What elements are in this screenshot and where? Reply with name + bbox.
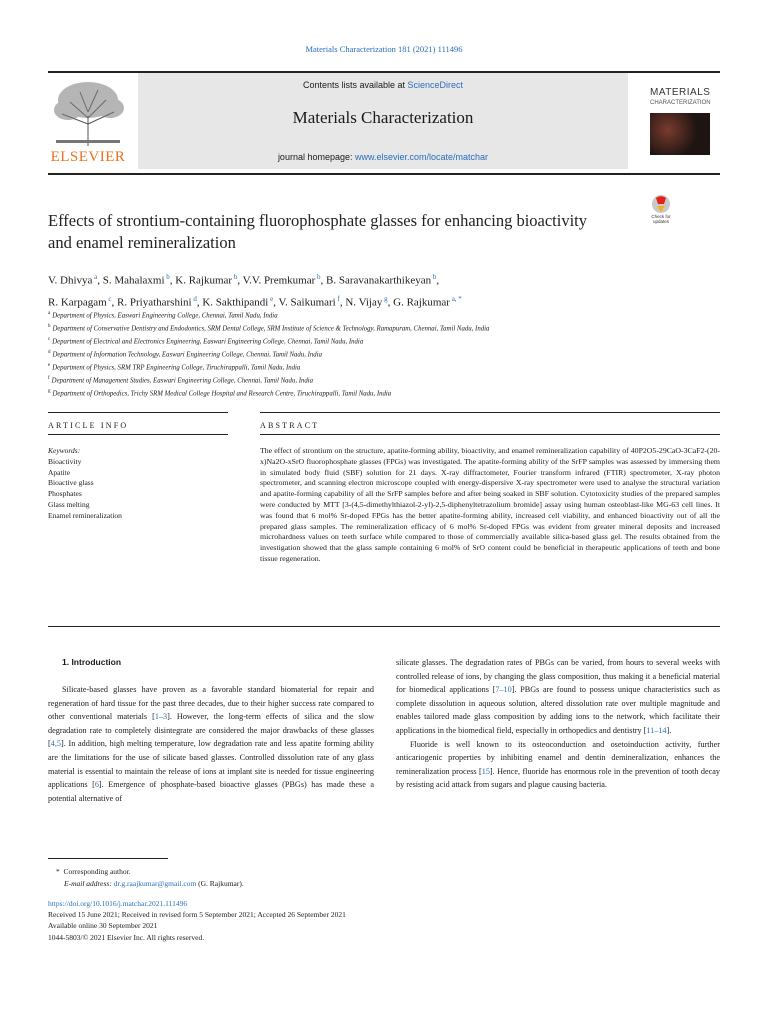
cover-image — [650, 113, 710, 155]
affiliation-item: $^d$ Department of Information Technology, Easwari Engineering College, Chennai, Tamil Nadu, India — [48, 350, 322, 359]
keywords-block — [48, 446, 228, 522]
authors-line-1: V. Dhivya $^a$, S. Mahalaxmi $^b$, K. Rajkumar $^b$, V.V. Premkumar $^b$, B. Saravanakarthikeyan $^b$, — [48, 273, 440, 287]
affiliation-marker[interactable]: a, * — [449, 294, 462, 303]
sciencedirect-link[interactable]: ScienceDirect — [407, 80, 464, 90]
keywords-list — [48, 457, 228, 522]
footnotes — [48, 866, 568, 890]
affiliation-marker[interactable]: b — [232, 273, 238, 281]
author-name[interactable]: K. Sakthipandi — [202, 296, 269, 309]
contents-prefix: Contents lists available at — [302, 80, 408, 90]
citation-link[interactable]: 4,5 — [50, 739, 61, 749]
affiliation-marker[interactable]: c — [106, 294, 112, 303]
affiliation-item: $^c$ Department of Electrical and Electronics Engineering, Easwari Engineering College, Chennai, Tamil Nadu, India — [48, 337, 364, 346]
keyword-item: Phosphates — [48, 489, 82, 499]
copyright-line: 1044-5803/© 2021 Elsevier Inc. All rights reserved. — [48, 932, 205, 942]
authors-line-2: R. Karpagam $^c$, R. Priyatharshini $^d$, K. Sakthipandi $^e$, V. Saikumari $^f$, N. Vijay $^g$, G. Rajkumar $^{a, *}$ — [48, 294, 462, 309]
section-heading-introduction: 1. Introduction — [62, 657, 122, 667]
keyword-item: Glass melting — [48, 499, 90, 509]
keyword-item: Enamel remineralization — [48, 510, 122, 520]
author-name[interactable]: V. Saikumari — [278, 296, 336, 309]
author-name[interactable]: V. Dhivya — [48, 274, 93, 287]
citation-link[interactable]: 11–14 — [646, 725, 667, 735]
abstract-heading: ABSTRACT — [260, 421, 320, 430]
abstract-rule — [260, 412, 720, 413]
author-name[interactable]: G. Rajkumar — [393, 296, 450, 309]
elsevier-logo — [48, 78, 128, 166]
author-name[interactable]: K. Rajkumar — [175, 274, 233, 287]
email-note: E-mail address: dr.g.raajkumar@gmail.com (G. Rajkumar). — [64, 879, 244, 888]
check-updates-icon — [646, 194, 676, 214]
citation-link[interactable]: 1–3 — [154, 712, 168, 722]
keyword-item: Apatite — [48, 467, 71, 477]
affiliation-marker[interactable]: g — [382, 294, 388, 303]
article-info-heading: ARTICLE INFO — [48, 421, 129, 430]
journal-homepage-link[interactable]: www.elsevier.com/locate/matchar — [355, 152, 489, 162]
affiliation-item: $^f$ Department of Management Studies, Easwari Engineering College, Chennai, Tamil Nadu, India — [48, 376, 314, 385]
check-for-updates-badge[interactable] — [646, 194, 676, 230]
citation-link[interactable]: 15 — [481, 766, 490, 776]
affiliation-marker[interactable]: b — [431, 273, 437, 281]
keywords-label: Keywords: — [48, 446, 81, 455]
affiliation-marker[interactable]: d — [191, 294, 197, 303]
article-info-rule — [48, 412, 228, 413]
intro-paragraph-1: Silicate-based glasses have proven as a favorable standard biomaterial for repair and regeneration of hard tissue for the past three decades, due to their higher success rate compared to other conventional materials [1–3]. However, the long-term effects of silica and the slow degradation rate to completely disintegrate are considered the major drawbacks of these glasses [4,5]. In addition, high melting temperature, low degradation rate and less apatite forming ability are the limitations for the use of silicate based glasses. Controlled dissolution rate of any glass material is essential to maintain the release of ions at implant site is needed for tissue engineering applications [6]. Emergence of phosphate-based bioactive glasses (PBGs) has made these a potential alternative of — [48, 685, 374, 803]
cover-subtitle: CHARACTERIZATION — [650, 100, 711, 106]
keyword-item: Bioactivity — [48, 456, 82, 466]
affiliation-marker[interactable]: a — [92, 273, 98, 281]
citation-link[interactable]: 7–10 — [495, 685, 512, 695]
author-email-link[interactable]: dr.g.raajkumar@gmail.com — [113, 879, 197, 888]
doi-link[interactable]: https://doi.org/10.1016/j.matchar.2021.111496 — [48, 899, 188, 908]
abstract-text: The effect of strontium on the structure, apatite-forming ability, bioactivity, and enamel remineralization capability of 40P2O5-29CaO-3CaF2-(20-x)Na2O-xSrO fluorophosphate glasses (FPGs) was investigated. The apatite-forming ability of the SrFP samples was assessed by immersing them in simulated body fluid (SBF) solution for 21 days. X-ray diffractometer, Fourier transform infrared (FTIR) spectrometer, X-ray photon spectrometer, and scanning electron microscope coupled with energy-dispersive X-ray spectrometer were used to analyse the structural variation and apatite-forming capability of all the SrFP samples before and after being soaked in SBF solution. Cytotoxicity studies of the prepared samples were conducted by MTT [3-(4,5-dimethylthiazol-2-yl)-2,5-diphenyltetrazolium bromide] assay using human osteoblast-like MG-63 cell lines. It was found that 6 mol% Sr-doped FPGs has the better apatite-forming ability, increased cell viability, and enhanced bioactivity out of all the prepared glass samples. The remineralization efficacy of 6 mol% Sr-doped FPGs was evident from greater mineral deposits and increased microhardness values on teeth surface while compared to those of commercially available silica-based glass gel. The results obtained from the investigation showed that the glass sample containing 6 mol% of SrO content could be beneficial in therapeutic applications of teeth and bone tissue regeneration. — [260, 446, 720, 563]
affiliation-item: $^b$ Department of Conservative Dentistry and Endodontics, SRM Dental College, SRM Institute of Science & Technology, Ramapuram, Chennai, Tamil Nadu, India — [48, 324, 490, 333]
elsevier-tree-icon — [48, 78, 128, 148]
affiliation-marker[interactable]: f — [335, 294, 340, 303]
homepage-prefix: journal homepage: — [277, 152, 355, 162]
body-column-right — [396, 656, 720, 792]
article-title: Effects of strontium-containing fluorophosphate glasses for enhancing bioactivity and enamel remineralization — [48, 211, 588, 252]
intro-paragraph-3: Fluoride is well known to its osteoconduction and osetoinduction activity, further anticariogenic properties by inhibiting enamel and dentin demineralization, enhances the remineralization process [15]. Hence, fluoride has enormous role in the prevention of tooth decay by resisting acid attack from sugars and plague causing bacteria. — [396, 739, 720, 790]
header-bottom-rule — [48, 173, 720, 175]
author-name[interactable]: R. Karpagam — [48, 296, 107, 309]
cover-title: MATERIALS — [650, 87, 711, 98]
author-list — [48, 268, 688, 311]
journal-cover[interactable] — [640, 73, 720, 169]
journal-title: Materials Characterization — [292, 108, 474, 127]
affiliation-marker[interactable]: b — [164, 273, 170, 281]
affiliations — [48, 309, 708, 400]
article-info-subrule — [48, 434, 228, 435]
footnote-rule — [48, 858, 168, 859]
affiliation-item: $^g$ Department of Orthopedics, Trichy SRM Medical College Hospital and Research Centre, Tiruchirappalli, Tamil Nadu, India — [48, 389, 392, 398]
citation-link[interactable]: 6 — [94, 780, 99, 790]
abstract-subrule — [260, 434, 720, 435]
author-name[interactable]: S. Mahalaxmi — [102, 274, 165, 287]
journal-reference[interactable]: Materials Characterization 181 (2021) 111496 — [305, 44, 463, 54]
check-updates-label: Check for updates — [651, 214, 671, 224]
publication-info — [48, 898, 568, 943]
publisher-wordmark: ELSEVIER — [50, 149, 126, 165]
affiliation-item: $^a$ Department of Physics, Easwari Engineering College, Chennai, Tamil Nadu, India — [48, 311, 278, 320]
author-name[interactable]: V.V. Premkumar — [242, 274, 316, 287]
abstract-bottom-rule — [48, 626, 720, 627]
received-dates: Received 15 June 2021; Received in revised form 5 September 2021; Accepted 26 September 2021 — [48, 910, 346, 920]
affiliation-marker[interactable]: e — [268, 294, 274, 303]
journal-homepage-line — [138, 152, 628, 162]
author-name[interactable]: N. Vijay — [345, 296, 383, 309]
contents-available-line — [138, 80, 628, 90]
keyword-item: Bioactive glass — [48, 478, 94, 488]
author-name[interactable]: B. Saravanakarthikeyan — [326, 274, 432, 287]
body-column-left — [48, 683, 374, 805]
affiliation-item: $^e$ Department of Physics, SRM TRP Engineering College, Tiruchirappalli, Tamil Nadu, India — [48, 363, 301, 372]
intro-paragraph-2: silicate glasses. The degradation rates of PBGs can be varied, from hours to several weeks with controlled release of ions, by changing the glass composition, thus making it a beneficial material for biomedical applications [7–10]. PBGs are found to possess unique characteristics such as complete dissolution in aqueous solution, altered dissolution rate over multiple magnitude and enables tailored made glass composition by adding ions to the network, which facilitate their applications in the biomedical field, especially in orthopedics and dentistry [11–14]. — [396, 658, 720, 735]
author-name[interactable]: R. Priyatharshini — [117, 296, 192, 309]
corresponding-author-note: * Corresponding author. — [56, 867, 131, 876]
affiliation-marker[interactable]: b — [315, 273, 321, 281]
available-online: Available online 30 September 2021 — [48, 921, 158, 931]
